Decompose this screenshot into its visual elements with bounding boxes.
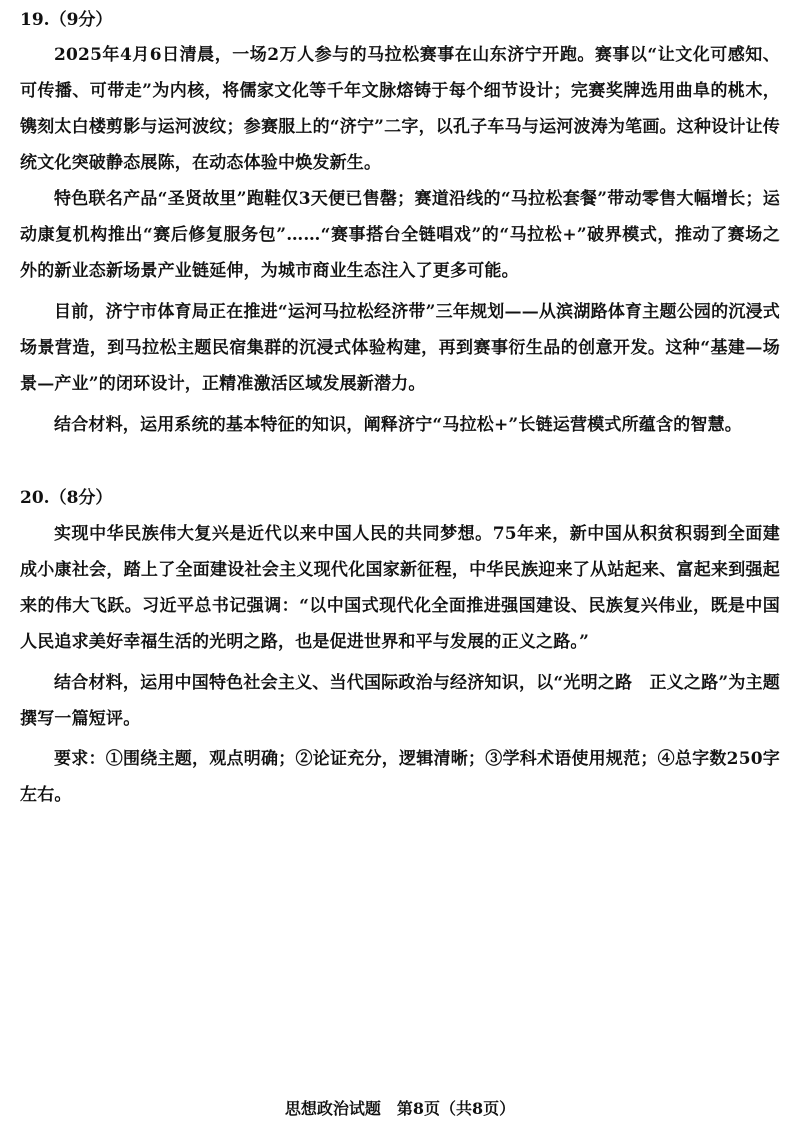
question-19-paragraph-2: 特色联名产品“圣贤故里”跑鞋仅3天便已售罄；赛道沿线的“马拉松套餐”带动零售大幅增长；运动康复机构推出“赛后修复服务包”……“赛事搭台全链唱戏”的“马拉松+”破界模式，推动了赛场之外的新业态新场景产业链延伸，为城市商业生态注入了更多可能。 [20,189,780,281]
question-19-paragraph-3: 目前，济宁市体育局正在推进“运河马拉松经济带”三年规划——从滨湖路体育主题公园的沉浸式场景营造，到马拉松主题民宿集群的沉浸式体验构建，再到赛事衍生品的创意开发。这种“基建—场景—产业”的闭环设计，正精准激活区域发展新潜力。 [20,302,780,394]
question-20-prompt: 结合材料，运用中国特色社会主义、当代国际政治与经济知识，以“光明之路 正义之路”为主题撰写一篇短评。 [20,673,780,729]
requirements-label: 要求： [54,749,106,769]
question-20-paragraph-1: 实现中华民族伟大复兴是近代以来中国人民的共同梦想。75年来，新中国从积贫积弱到全面建成小康社会，踏上了全面建设社会主义现代化国家新征程，中华民族迎来了从站起来、富起来到强起来的伟大飞跃。习近平总书记强调：“以中国式现代化全面推进强国建设、民族复兴伟业，既是中国人民追求美好幸福生活的光明之路，也是促进世界和平与发展的正义之路。” [20,524,780,652]
question-19-prompt: 结合材料，运用系统的基本特征的知识，阐释济宁“马拉松+”长链运营模式所蕴含的智慧。 [54,415,742,435]
requirements-text: ①围绕主题，观点明确；②论证充分，逻辑清晰；③学科术语使用规范；④总字数250字左右。 [20,749,780,805]
question-20-requirements [20,741,780,813]
question-19-heading: 19.（9分） [20,10,113,30]
question-20-heading: 20.（8分） [20,488,113,508]
page-footer: 思想政治试题 第8页（共8页） [284,1099,516,1118]
question-19-paragraph-1: 2025年4月6日清晨，一场2万人参与的马拉松赛事在山东济宁开跑。赛事以“让文化可感知、可传播、可带走”为内核，将儒家文化等千年文脉熔铸于每个细节设计；完赛奖牌选用曲阜的桃木，镌刻太白楼剪影与运河波纹；参赛服上的“济宁”二字，以孔子车马与运河波涛为笔画。这种设计让传统文化突破静态展陈，在动态体验中焕发新生。 [20,45,780,173]
